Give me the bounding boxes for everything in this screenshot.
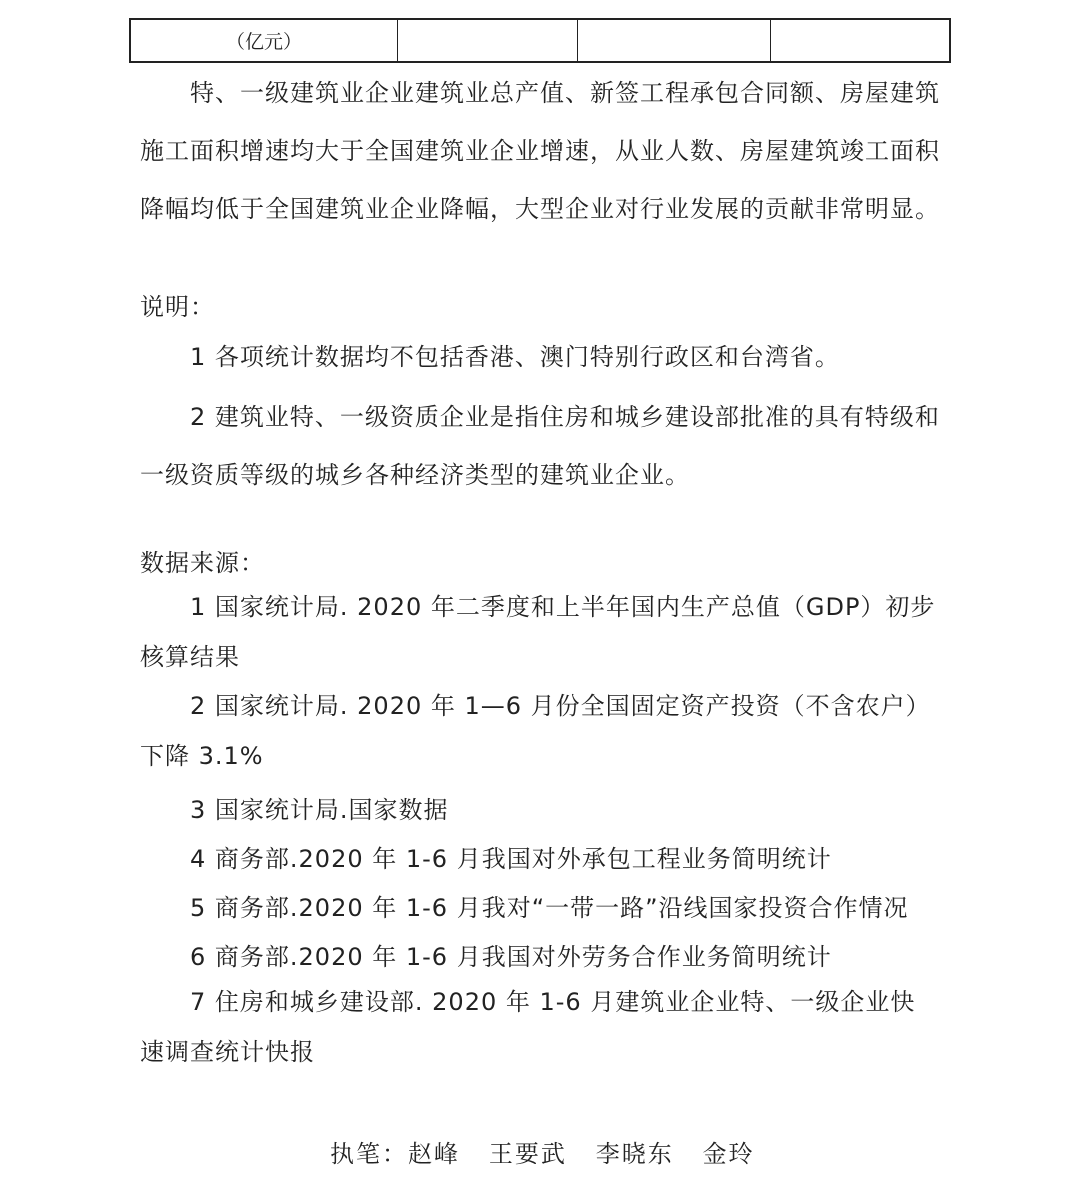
table-cell — [578, 20, 771, 61]
source-item-5: 5 商务部.2020 年 1-6 月我对“一带一路”沿线国家投资合作情况 — [190, 894, 909, 922]
source-item-7: 7 住房和城乡建设部. 2020 年 1-6 月建筑业企业特、一级企业快速调查统计快报 — [140, 988, 916, 1066]
table-cell — [771, 20, 949, 61]
source-item-2: 2 国家统计局. 2020 年 1—6 月份全国固定资产投资（不含农户）下降 3.1% — [140, 692, 931, 770]
source-item-3: 3 国家统计局.国家数据 — [190, 796, 449, 824]
note-item-2: 2 建筑业特、一级资质企业是指住房和城乡建设部批准的具有特级和一级资质等级的城乡各种经济类型的建筑业企业。 — [140, 403, 940, 489]
source-item-4: 4 商务部.2020 年 1-6 月我国对外承包工程业务简明统计 — [190, 845, 832, 873]
summary-paragraph: 特、一级建筑业企业建筑业总产值、新签工程承包合同额、房屋建筑施工面积增速均大于全国建筑业企业增速，从业人数、房屋建筑竣工面积降幅均低于全国建筑业企业降幅，大型企业对行业发展的贡献非常明显。 — [140, 79, 940, 223]
table-cell — [398, 20, 578, 61]
sources-heading: 数据来源： — [140, 549, 265, 577]
note-item-1: 1 各项统计数据均不包括香港、澳门特别行政区和台湾省。 — [190, 343, 840, 371]
source-item-6: 6 商务部.2020 年 1-6 月我国对外劳务合作业务简明统计 — [190, 943, 832, 971]
source-item-1: 1 国家统计局. 2020 年二季度和上半年国内生产总值（GDP）初步核算结果 — [140, 593, 936, 671]
notes-heading: 说明： — [140, 293, 215, 321]
table-cell-unit: （亿元） — [131, 20, 398, 61]
table-row — [129, 18, 951, 63]
byline: 执笔：赵峰 王要武 李晓东 金玲 — [330, 1140, 755, 1168]
